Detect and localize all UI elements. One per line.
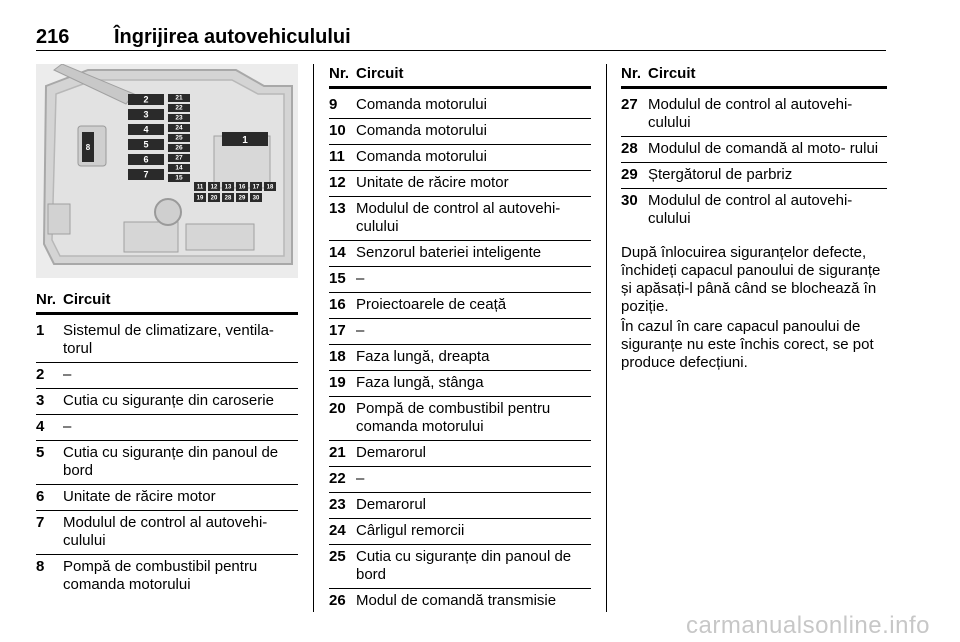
- table-row: [329, 322, 591, 345]
- fuse-number: 19: [329, 374, 346, 391]
- circuit-name: Comanda motorului: [356, 96, 487, 113]
- circuit-name: Proiectoarele de ceață: [356, 296, 507, 313]
- table-row: [329, 444, 591, 467]
- fuse-number: 26: [329, 592, 346, 609]
- table-row: [329, 148, 591, 171]
- circuit-name: Demarorul: [356, 496, 427, 513]
- circuit-name: Cutia cu siguranțe din panoul de bord: [63, 444, 279, 479]
- fuse-number: 23: [329, 496, 346, 513]
- table-row: [36, 488, 298, 511]
- circuit-name: Ștergătorul de parbriz: [648, 166, 793, 183]
- fuse-label: 30: [252, 195, 260, 202]
- fuse-label: 2: [143, 94, 149, 105]
- fuse-number: 11: [329, 148, 345, 165]
- fuse-number: 10: [329, 122, 346, 139]
- header-nr: Nr.: [36, 291, 57, 308]
- fuse-right-column: [168, 94, 190, 182]
- watermark: carmanualsonline.info: [686, 612, 930, 639]
- table-row: [36, 514, 298, 555]
- page-title: Îngrijirea autovehiculului: [114, 26, 351, 48]
- table-row: [329, 174, 591, 197]
- circuit-name: Sistemul de climatizare, ventila- torul: [63, 322, 274, 357]
- fuse-label: 25: [175, 134, 183, 142]
- header-circuit: Circuit: [63, 291, 111, 308]
- table-row: [621, 192, 887, 232]
- table-row: [36, 444, 298, 485]
- fuse-table-header-3: [621, 64, 887, 89]
- header-circuit: Circuit: [356, 65, 404, 82]
- fuse-label: 7: [143, 169, 149, 180]
- circuit-name: Pompă de combustibil pentru comanda motorului: [63, 558, 258, 593]
- fuse-label: 12: [210, 184, 218, 191]
- fuse-label: 20: [210, 195, 218, 202]
- fuse-label: 17: [252, 184, 260, 191]
- fuse-number: 6: [36, 488, 45, 505]
- table-row: [329, 592, 591, 614]
- fuse-label: 26: [175, 144, 183, 152]
- fuse-number: 4: [36, 418, 45, 435]
- paragraph-warning: În cazul în care capacul panoului de siguranțe nu este închis corect, se pot produce defecțiuni.: [621, 318, 874, 371]
- circuit-name: –: [356, 470, 365, 487]
- table-row: [329, 200, 591, 241]
- fuse-label: 22: [175, 104, 183, 112]
- table-row: [36, 366, 298, 389]
- circuit-name: Unitate de răcire motor: [356, 174, 509, 191]
- fuse-label: 13: [224, 184, 232, 191]
- fuse-label: 11: [196, 184, 204, 191]
- circuit-name: Demarorul: [356, 444, 427, 461]
- circuit-name: –: [63, 418, 72, 435]
- fuse-number: 20: [329, 400, 346, 417]
- table-row: [329, 244, 591, 267]
- column-divider-1: [313, 64, 314, 612]
- fuse-label: 29: [238, 195, 246, 202]
- circuit-name: Modulul de control al autovehi- culului: [63, 514, 268, 549]
- fuse-label: 24: [175, 124, 183, 132]
- table-row: [36, 558, 298, 598]
- fuse-label: 15: [175, 174, 183, 182]
- fuse-number: 22: [329, 470, 346, 487]
- fuse-number: 13: [329, 200, 346, 217]
- table-row: [36, 322, 298, 363]
- circuit-name: –: [356, 270, 365, 287]
- fuse-number: 24: [329, 522, 346, 539]
- fuse-number: 28: [621, 140, 638, 157]
- fuse-label-big: 1: [242, 135, 248, 146]
- fuse-label: 27: [175, 154, 183, 162]
- circuit-name: Faza lungă, dreapta: [356, 348, 490, 365]
- table-row: [621, 140, 887, 163]
- table-row: [621, 96, 887, 137]
- fuse-label: 6: [143, 154, 149, 165]
- table-row: [329, 400, 591, 441]
- circuit-name: –: [63, 366, 72, 383]
- table-row: [329, 296, 591, 319]
- fuse-number: 7: [36, 514, 45, 531]
- fuse-number: 21: [329, 444, 346, 461]
- table-row: [329, 470, 591, 493]
- circuit-name: Senzorul bateriei inteligente: [356, 244, 542, 261]
- column-2: [329, 64, 591, 617]
- fuse-number: 3: [36, 392, 45, 409]
- fuse-label: 23: [175, 114, 183, 122]
- table-row: [329, 522, 591, 545]
- page-number: 216: [36, 26, 70, 48]
- column-divider-2: [606, 64, 607, 612]
- circuit-name: Faza lungă, stânga: [356, 374, 484, 391]
- fuse-label: 28: [224, 195, 232, 202]
- fuse-table-1: [36, 322, 298, 598]
- circuit-name: Cutia cu siguranțe din panoul de bord: [356, 548, 572, 583]
- table-row: [329, 374, 591, 397]
- fuse-number: 15: [329, 270, 346, 287]
- header-circuit: Circuit: [648, 65, 696, 82]
- fuse-number: 1: [36, 322, 45, 339]
- fuse-label: 18: [266, 184, 274, 191]
- page-header: [36, 24, 886, 51]
- fuse-label: 4: [143, 124, 149, 135]
- circuit-name: –: [356, 322, 365, 339]
- circuit-name: Modulul de comandă al moto- rului: [648, 140, 879, 157]
- fuse-number: 29: [621, 166, 638, 183]
- fuse-table-header-1: [36, 290, 298, 315]
- fuse-number: 17: [329, 322, 346, 339]
- fuse-box-diagram: [36, 64, 298, 278]
- fuse-number: 30: [621, 192, 638, 209]
- fuse-label-side: 8: [85, 143, 91, 152]
- header-nr: Nr.: [621, 65, 642, 82]
- fuse-number: 14: [329, 244, 346, 261]
- column-3: [621, 64, 887, 372]
- fuse-label: 16: [238, 184, 246, 191]
- fuse-number: 25: [329, 548, 346, 565]
- table-row: [329, 348, 591, 371]
- circuit-name: Modul de comandă transmisie: [356, 592, 557, 609]
- circuit-name: Modulul de control al autovehi- culului: [356, 200, 561, 235]
- fuse-label: 21: [175, 94, 183, 102]
- circuit-name: Modulul de control al autovehi- culului: [648, 192, 853, 227]
- fuse-number: 16: [329, 296, 346, 313]
- paragraph-after-replacement: După înlocuirea siguranțelor defecte, închideți capacul panoului de siguranțe și apăsați-l până când se blochează în poziție.: [621, 244, 881, 315]
- fuse-box-illustration: [36, 64, 298, 278]
- fuse-table-3: [621, 96, 887, 232]
- fuse-number: 9: [329, 96, 338, 113]
- fuse-number: 2: [36, 366, 45, 383]
- table-row: [36, 392, 298, 415]
- column-1: [36, 64, 298, 601]
- table-row: [329, 122, 591, 145]
- circuit-name: Comanda motorului: [356, 148, 487, 165]
- fuse-label: 19: [196, 195, 204, 202]
- table-row: [329, 96, 591, 119]
- fuse-number: 5: [36, 444, 45, 461]
- fuse-table-2: [329, 96, 591, 614]
- fuse-number: 8: [36, 558, 45, 575]
- fuse-label: 14: [175, 164, 183, 172]
- circuit-name: Comanda motorului: [356, 122, 487, 139]
- fuse-number: 12: [329, 174, 346, 191]
- circuit-name: Unitate de răcire motor: [63, 488, 216, 505]
- circuit-name: Modulul de control al autovehi- culului: [648, 96, 853, 131]
- table-row: [621, 166, 887, 189]
- header-nr: Nr.: [329, 65, 350, 82]
- fuse-number: 18: [329, 348, 346, 365]
- fuse-table-header-2: [329, 64, 591, 89]
- fuse-number: 27: [621, 96, 638, 113]
- circuit-name: Cutia cu siguranțe din caroserie: [63, 392, 274, 409]
- fuse-label: 5: [143, 139, 149, 150]
- table-row: [329, 496, 591, 519]
- table-row: [329, 548, 591, 589]
- table-row: [36, 418, 298, 441]
- fuse-label: 3: [143, 109, 149, 120]
- circuit-name: Cârligul remorcii: [356, 522, 465, 539]
- table-row: [329, 270, 591, 293]
- circuit-name: Pompă de combustibil pentru comanda motorului: [356, 400, 551, 435]
